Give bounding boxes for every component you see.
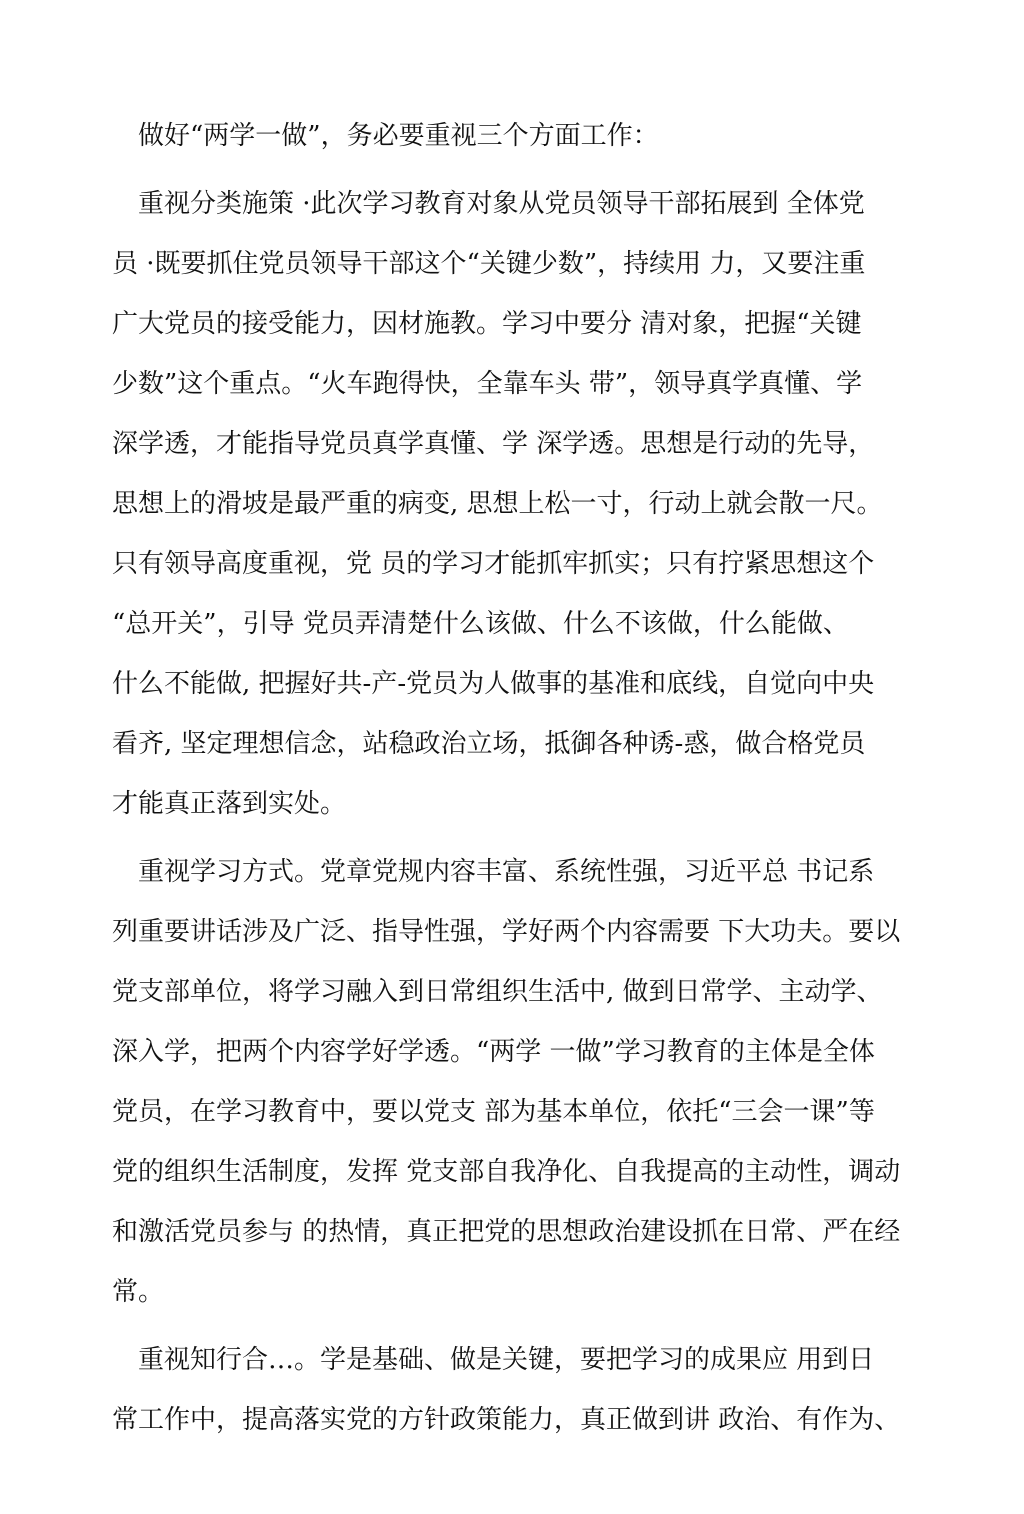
paragraph-line: 员 ·既要抓住党员领导干部这个“关键少数”，持续用 力，又要注重	[112, 249, 866, 279]
document-heading: 做好“两学一做”，务必要重视三个方面工作：	[138, 121, 659, 151]
paragraph-study-method	[112, 842, 932, 1322]
paragraph-line: 深入学，把两个内容学好学透。“两学 一做”学习教育的主体是全体	[112, 1037, 875, 1067]
paragraph-line: 广大党员的接受能力，因材施教。学习中要分 清对象，把握“关键	[112, 309, 862, 339]
paragraph-line: 重视学习方式。党章党规内容丰富、系统性强，习近平总 书记系	[138, 857, 875, 887]
paragraph-line: 常工作中，提高落实党的方针政策能力，真正做到讲 政治、有作为、	[112, 1405, 901, 1435]
paragraph-line: 列重要讲话涉及广泛、指导性强，学好两个内容需要 下大功夫。要以	[112, 917, 901, 947]
paragraph-line: 深学透，才能指导党员真学真懂、学 深学透。思想是行动的先导，	[112, 429, 875, 459]
document-body	[112, 106, 932, 1450]
paragraph-line: 和激活党员参与 的热情，真正把党的思想政治建设抓在日常、严在经	[112, 1217, 901, 1247]
paragraph-line: “总开关”，引导 党员弄清楚什么该做、什么不该做，什么能做、	[112, 609, 849, 639]
paragraph-line: 看齐, 坚定理想信念，站稳政治立场，抵御各种诱-惑，做合格党员	[112, 729, 866, 759]
paragraph-line: 党的组织生活制度，发挥 党支部自我净化、自我提高的主动性，调动	[112, 1157, 901, 1187]
paragraph-line: 才能真正落到实处。	[112, 789, 347, 819]
paragraph-line: 思想上的滑坡是最严重的病变, 思想上松一寸，行动上就会散一尺。	[112, 489, 883, 519]
paragraph-line: 重视分类施策 ·此次学习教育对象从党员领导干部拓展到 全体党	[138, 189, 865, 219]
paragraph-gap	[112, 166, 932, 174]
paragraph-knowledge-action	[112, 1330, 932, 1450]
paragraph-line: 只有领导高度重视，党 员的学习才能抓牢抓实；只有拧紧思想这个	[112, 549, 875, 579]
paragraph-line: 党支部单位，将学习融入到日常组织生活中, 做到日常学、主动学、	[112, 977, 883, 1007]
paragraph-classification	[112, 174, 932, 834]
paragraph-line: 什么不能做, 把握好共-产-党员为人做事的基准和底线，自觉向中央	[112, 669, 875, 699]
paragraph-line: 重视知行合…。学是基础、做是关键，要把学习的成果应 用到日	[138, 1345, 875, 1375]
paragraph-line: 党员，在学习教育中，要以党支 部为基本单位，依托“三会一课”等	[112, 1097, 875, 1127]
paragraph-line: 少数”这个重点。“火车跑得快，全靠车头 带”，领导真学真懂、学	[112, 369, 863, 399]
paragraph-gap	[112, 834, 932, 842]
paragraph-gap	[112, 1322, 932, 1330]
paragraph-line: 常。	[112, 1277, 165, 1307]
